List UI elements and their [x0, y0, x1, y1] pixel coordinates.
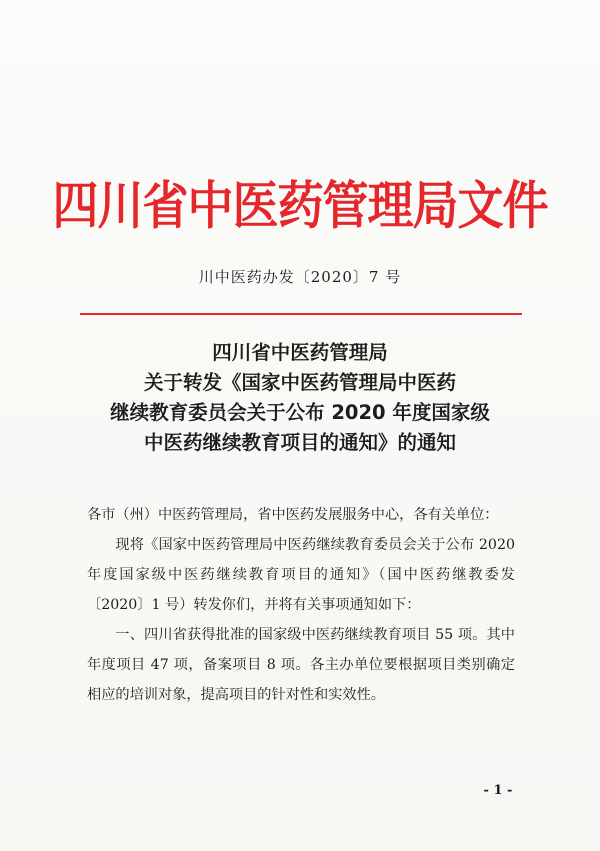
- title-line: 关于转发《国家中医药管理局中医药: [143, 371, 456, 394]
- body-paragraph: 现将《国家中医药管理局中医药继续教育委员会关于公布 2020 年度国家级中医药继续教育项目的通知》（国中医药继教委发〔2020〕1 号）转发你们，并将有关事项通知如下：: [87, 537, 515, 613]
- document-masthead: 四川省中医药管理局文件: [52, 175, 548, 236]
- body-paragraph: 一、四川省获得批准的国家级中医药继续教育项目 55 项。其中年度项目 47 项，备案项目 8 项。各主办单位要根据项目类别确定相应的培训对象，提高项目的针对性和实效性。: [87, 627, 515, 703]
- title-line: 中医药继续教育项目的通知》的通知: [143, 431, 456, 454]
- document-number: 川中医药办发〔2020〕7 号: [198, 268, 402, 286]
- document-body: [87, 500, 515, 710]
- red-separator-line: [80, 313, 522, 315]
- title-line: 四川省中医药管理局: [212, 341, 388, 364]
- page-number: - 1 -: [483, 783, 513, 798]
- title-line: 继续教育委员会关于公布 2020 年度国家级: [110, 401, 490, 424]
- document-title: [60, 338, 540, 458]
- salutation: 各市（州）中医药管理局，省中医药发展服务中心，各有关单位：: [87, 507, 499, 523]
